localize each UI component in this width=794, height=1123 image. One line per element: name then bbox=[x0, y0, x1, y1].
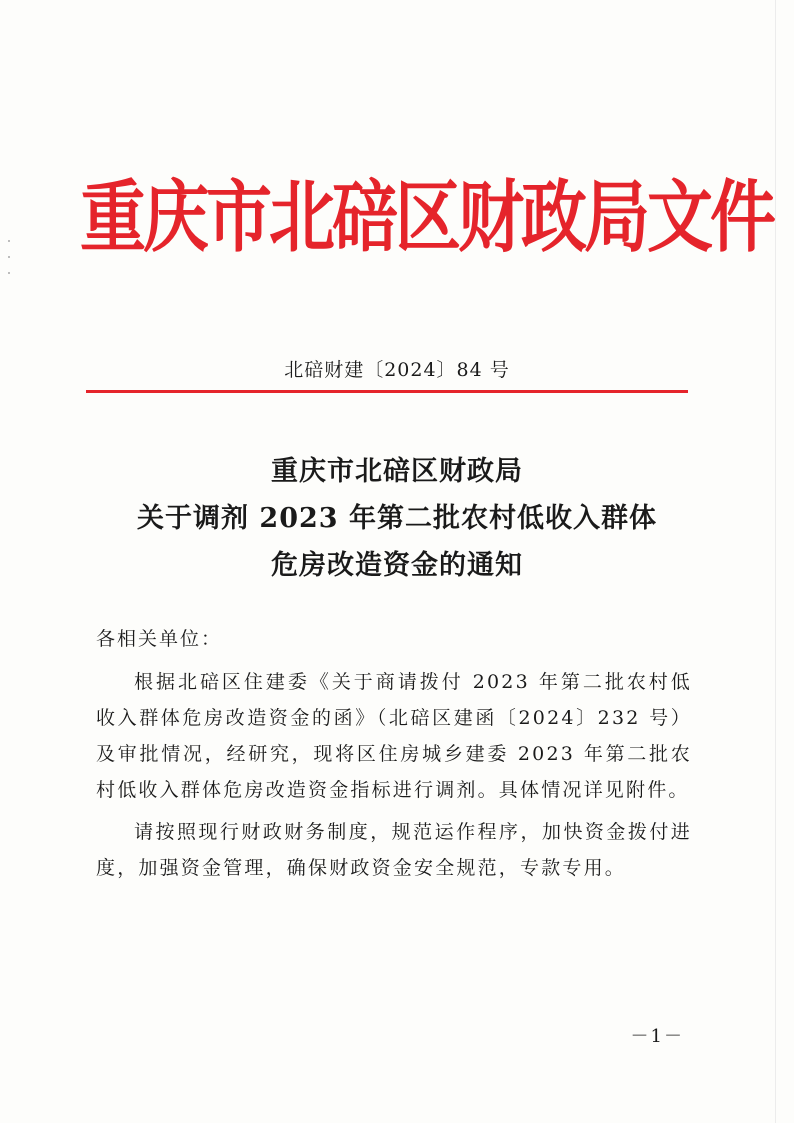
addressee: 各相关单位： bbox=[96, 628, 223, 650]
document-masthead: 重庆市北碚区财政局文件 bbox=[80, 170, 773, 263]
title-line-1: 重庆市北碚区财政局 bbox=[271, 456, 523, 487]
body-paragraph-2: 请按照现行财政财务制度，规范运作程序，加快资金拨付进度，加强资金管理，确保财政资金安全规范，专款专用。 bbox=[96, 821, 692, 879]
body-paragraph-1: 根据北碚区住建委《关于商请拨付 2023 年第二批农村低收入群体危房改造资金的函》（北碚区建函〔2024〕232 号）及审批情况，经研究，现将区住房城乡建委 2023 年第二批农村低收入群体危房改造资金指标进行调剂。具体情况详见附件。 bbox=[96, 671, 692, 801]
document-number: 北碚财建〔2024〕84 号 bbox=[284, 359, 510, 381]
document-body bbox=[96, 664, 692, 892]
document-title bbox=[90, 448, 704, 589]
binding-marks bbox=[8, 240, 12, 300]
title-line-3: 危房改造资金的通知 bbox=[271, 550, 523, 581]
page-number: －1－ bbox=[630, 1026, 684, 1047]
scan-edge-line bbox=[775, 0, 776, 1123]
title-line-2: 关于调剂 2023 年第二批农村低收入群体 bbox=[137, 503, 657, 534]
red-divider-line bbox=[86, 390, 688, 393]
